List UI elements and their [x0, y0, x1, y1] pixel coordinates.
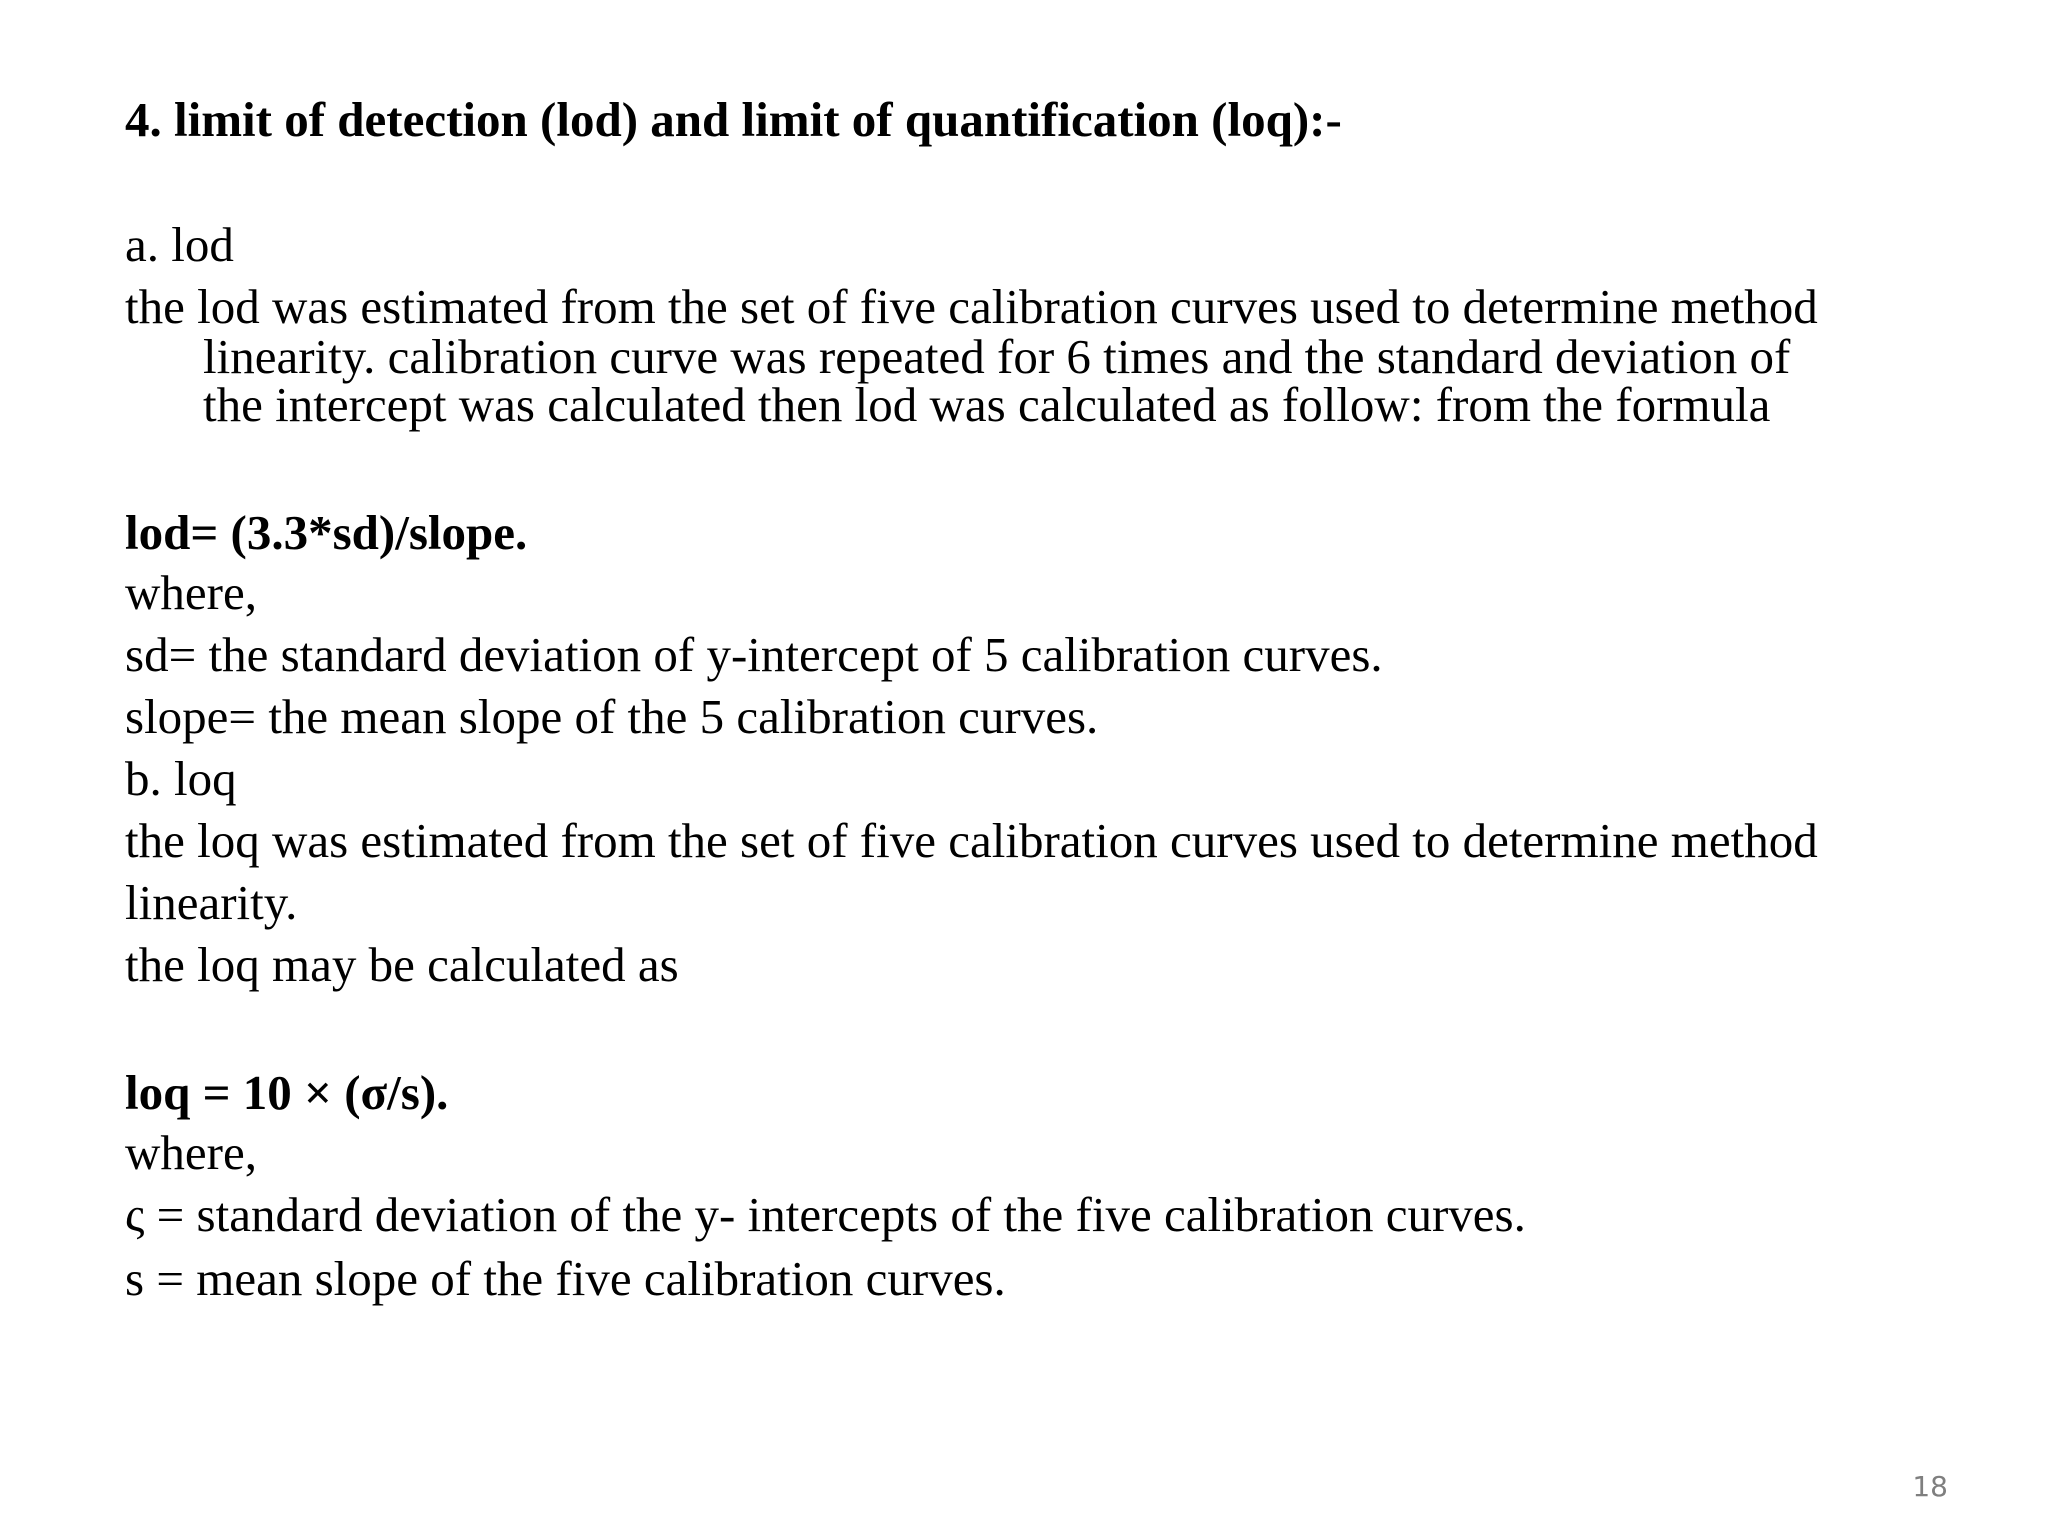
- lod-paragraph-line-2: linearity. calibration curve was repeated for 6 times and the standard deviation of: [203, 329, 1791, 384]
- page-number: 18: [1912, 1470, 1948, 1503]
- lod-formula: lod= (3.3*sd)/slope.: [125, 505, 528, 560]
- loq-paragraph-line-1: the loq was estimated from the set of five calibration curves used to determine method: [125, 813, 1818, 868]
- loq-definition-sigma: ς = standard deviation of the y- intercepts of the five calibration curves.: [125, 1187, 1526, 1242]
- loq-paragraph-line-3: the loq may be calculated as: [125, 937, 679, 992]
- lod-paragraph-line-3: the intercept was calculated then lod was calculated as follow: from the formula: [203, 377, 1771, 432]
- lod-paragraph-line-1: the lod was estimated from the set of five calibration curves used to determine method: [125, 279, 1818, 334]
- loq-definition-s: s = mean slope of the five calibration curves.: [125, 1251, 1006, 1306]
- lod-label: a. lod: [125, 217, 234, 272]
- loq-formula: loq = 10 × (σ/s).: [125, 1065, 449, 1120]
- lod-definition-sd: sd= the standard deviation of y-intercept of 5 calibration curves.: [125, 627, 1383, 682]
- lod-where: where,: [125, 565, 257, 620]
- loq-paragraph-line-2: linearity.: [125, 875, 298, 930]
- slide-heading: 4. limit of detection (lod) and limit of quantification (loq):-: [125, 92, 1342, 147]
- loq-label: b. loq: [125, 751, 237, 806]
- lod-definition-slope: slope= the mean slope of the 5 calibration curves.: [125, 689, 1099, 744]
- loq-where: where,: [125, 1125, 257, 1180]
